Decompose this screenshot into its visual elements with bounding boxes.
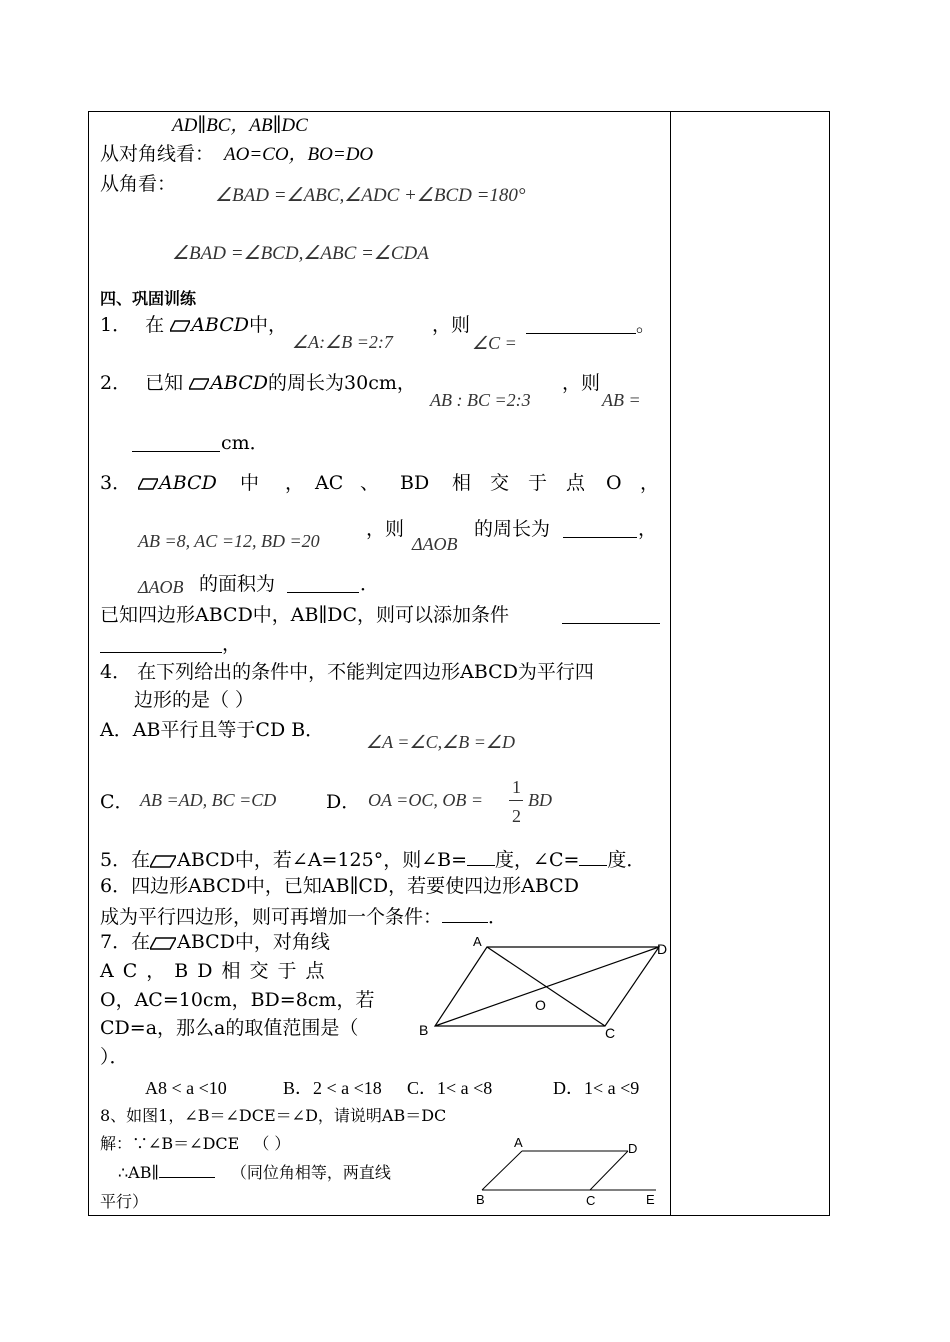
- label-a: A: [473, 934, 482, 949]
- q3-triangle-2: ΔAOB: [138, 577, 184, 597]
- q7-option-a: A8 < a <10: [145, 1078, 227, 1098]
- q3-bd: BD: [400, 472, 430, 494]
- parallelogram-icon: [150, 937, 176, 948]
- q3-point-o: O: [606, 472, 622, 494]
- q4-option-a: A．AB平行且等于CD B．: [100, 719, 325, 741]
- q3-abcd: ABCD: [138, 471, 217, 495]
- q4-option-d: OA =OC, OB =: [368, 790, 483, 810]
- line-angle-label: 从角看：: [100, 173, 177, 195]
- question-8-line1: 8、如图1，∠B＝∠DCE＝∠D，请说明AB＝DC: [100, 1106, 447, 1125]
- line-parallel-sides: AD∥BC，AB∥DC: [172, 115, 308, 136]
- q3-period: ．: [360, 573, 380, 595]
- question-7-line4: CD=a，那么a的取值范围是（: [100, 1017, 359, 1039]
- q8-figure: [470, 1130, 665, 1210]
- q4-option-d-tail: BD: [528, 790, 552, 810]
- q3-word-dian: 点: [566, 472, 586, 494]
- q3-ac: AC: [315, 472, 344, 494]
- question-2: 2． 已知 ABCD的周长为30cm，: [100, 372, 416, 394]
- q3-word-yu: 于: [528, 472, 548, 494]
- q7-option-c: C．1< a <8: [407, 1078, 493, 1098]
- fraction-denominator: 2: [512, 806, 521, 826]
- parallelogram-icon: [138, 478, 158, 489]
- q3-perimeter-label: 的周长为: [474, 518, 551, 540]
- q3-word-jiao: 交: [490, 472, 510, 494]
- segment-dc: [590, 1151, 628, 1190]
- q3-comma3: ，: [638, 518, 658, 540]
- question-8-line3: ∴AB∥ （同位角相等，两直线: [118, 1163, 391, 1182]
- segment-ab: [482, 1151, 522, 1190]
- fraction-numerator: 1: [512, 777, 521, 797]
- parallelogram-icon: [150, 855, 176, 866]
- q8-blank[interactable]: [159, 1161, 215, 1178]
- q1-ask: ∠C =: [472, 333, 517, 353]
- label-a: A: [514, 1135, 523, 1150]
- label-b: B: [419, 1022, 429, 1038]
- question-5: 5．在 ABCD中，若∠A=125°，则∠B= 度，∠C= 度．: [100, 845, 645, 872]
- q2-ratio: AB : BC =2:3: [430, 390, 531, 410]
- column-divider: [670, 111, 671, 1216]
- question-6-line1: 6．四边形ABCD中，已知AB∥CD，若要使四边形ABCD: [100, 875, 579, 897]
- label-d: D: [657, 941, 668, 957]
- q3-comma2: ，: [640, 472, 660, 494]
- label-e: E: [646, 1192, 655, 1207]
- line-angle-eq1: ∠BAD =∠ABC,∠ADC +∠BCD =180°: [215, 185, 526, 206]
- question-6-line2: 成为平行四边形，则可再增加一个条件： ．: [100, 902, 507, 929]
- q1-answer-blank[interactable]: [526, 313, 636, 334]
- q3-area-label: 的面积为: [199, 573, 276, 595]
- q3-area-blank[interactable]: [287, 572, 359, 593]
- q4-option-c-label: C．: [100, 791, 134, 813]
- question-7-line5: ）．: [100, 1046, 129, 1068]
- q3-word-xiang: 相: [452, 472, 472, 494]
- q3-dun: 、: [360, 472, 380, 494]
- fraction-bar: [509, 800, 523, 801]
- q7-parallelogram-figure: [415, 932, 675, 1044]
- q2-then: ，则: [562, 372, 601, 394]
- label-c: C: [586, 1193, 596, 1208]
- q2-unit: cm．: [221, 432, 269, 454]
- parallelogram-icon: [170, 320, 190, 331]
- label-c: C: [605, 1025, 616, 1041]
- q6-blank[interactable]: [442, 902, 488, 923]
- question-8-line2: 解：∵∠B＝∠DCE （ ）: [100, 1134, 291, 1153]
- extra-blank-2[interactable]: [100, 632, 222, 653]
- q5-blank-b[interactable]: [467, 845, 495, 866]
- line-angle-eq2: ∠BAD =∠BCD,∠ABC =∠CDA: [172, 243, 429, 264]
- question-8-line4: 平行）: [100, 1192, 149, 1211]
- label-o: O: [535, 997, 546, 1013]
- question-4-line2: 边形的是（ ）: [134, 689, 255, 711]
- q3-comma: ，: [285, 472, 305, 494]
- extra-question: 已知四边形ABCD中，AB∥DC，则可以添加条件: [100, 604, 510, 626]
- q4-option-c: AB =AD, BC =CD: [140, 790, 277, 810]
- section-title: 四、巩固训练: [100, 289, 197, 308]
- q3-word-zhong: 中: [240, 472, 260, 494]
- q3-perimeter-blank[interactable]: [563, 517, 637, 538]
- parallelogram-icon: [189, 378, 209, 389]
- label-b: B: [476, 1192, 485, 1207]
- question-7-line3: O，AC=10cm，BD=8cm，若: [100, 989, 375, 1011]
- q1-end: 。: [636, 314, 656, 336]
- q7-option-b: B．2 < a <18: [283, 1078, 382, 1098]
- q3-given: AB =8, AC =12, BD =20: [138, 531, 320, 551]
- extra-blank-1[interactable]: [562, 603, 660, 624]
- q4-option-d-label: D．: [326, 791, 361, 813]
- diagonal-bd: [435, 947, 659, 1026]
- question-4-line1: 4． 在下列给出的条件中，不能判定四边形ABCD为平行四: [100, 661, 594, 683]
- question-7-line1: 7．在 ABCD中，对角线: [100, 931, 330, 953]
- label-d: D: [628, 1141, 638, 1156]
- q1-then: ，则: [432, 314, 471, 336]
- q1-ratio: ∠A:∠B =2:7: [292, 332, 393, 352]
- q2-answer-blank[interactable]: [132, 431, 220, 452]
- q5-blank-c[interactable]: [579, 845, 607, 866]
- question-7-line2: AC，BD相交于点: [100, 960, 334, 982]
- extra-comma: ，: [222, 633, 242, 655]
- q3-num: 3．: [100, 472, 132, 494]
- q4-option-b: ∠A =∠C,∠B =∠D: [366, 732, 516, 752]
- line-diagonal: 从对角线看： AO=CO，BO=DO: [100, 143, 374, 165]
- q7-option-d: D．1< a <9: [553, 1078, 640, 1098]
- q3-then: ，则: [366, 518, 405, 540]
- q2-ask: AB =: [602, 390, 641, 410]
- question-1: 1． 在 ABCD中，: [100, 314, 288, 336]
- q3-triangle: ΔAOB: [412, 534, 458, 554]
